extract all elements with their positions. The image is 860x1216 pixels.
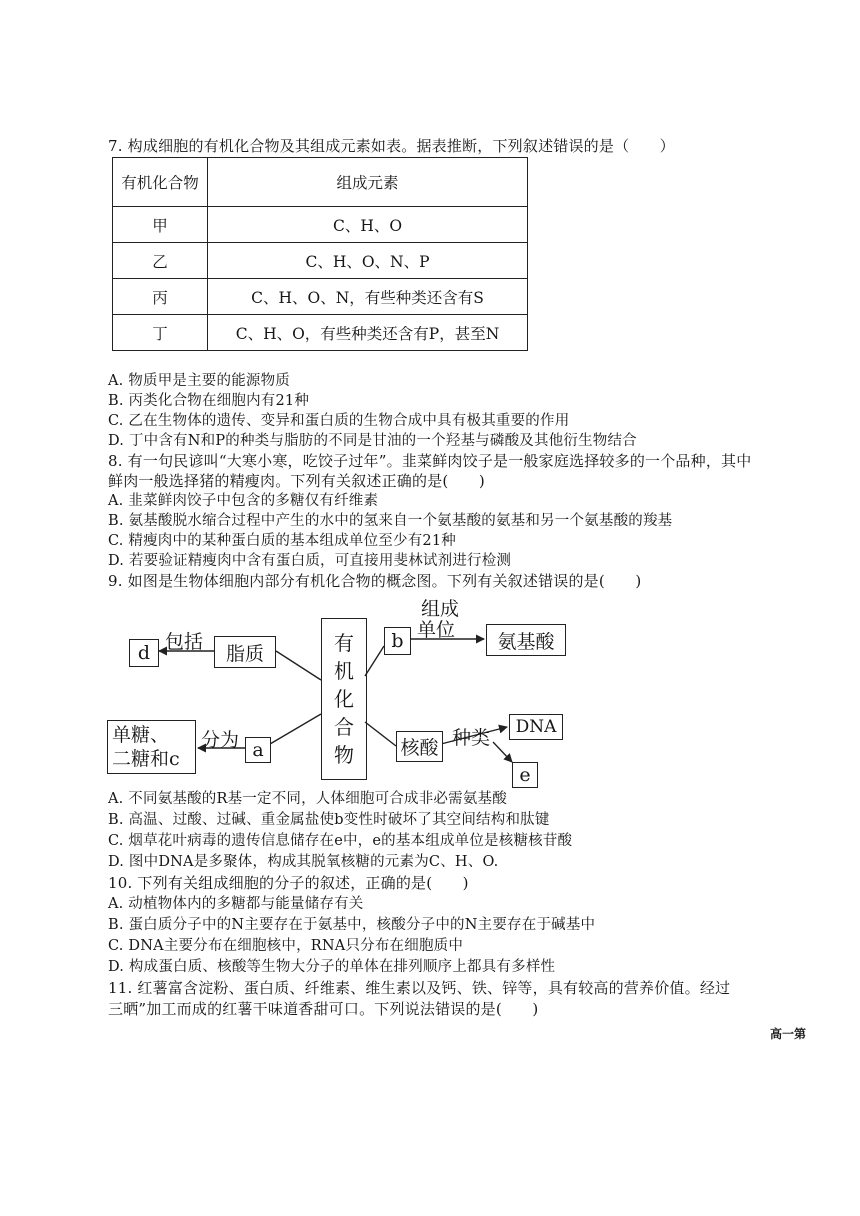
q10-stem: 10. 下列有关组成细胞的分子的叙述，正确的是( ) [108, 874, 469, 892]
q9-stem: 9. 如图是生物体细胞内部分有机化合物的概念图。下列有关叙述错误的是( ) [108, 572, 642, 590]
q8-option-c: C. 精瘦肉中的某种蛋白质的基本组成单位至少有21种 [108, 533, 456, 549]
q7-option-d: D. 丁中含有N和P的种类与脂肪的不同是甘油的一个羟基与磷酸及其他衍生物结合 [108, 433, 637, 449]
connector-center-to-b [365, 646, 384, 676]
center-char: 机 [334, 659, 354, 683]
node-nucleic-acid: 核酸 [396, 731, 443, 762]
q11-stem-line2: 三晒”加工而成的红薯干味道香甜可口。下列说法错误的是( ) [108, 1000, 539, 1018]
label-zucheng: 组成 [421, 598, 460, 620]
center-char: 有 [334, 631, 354, 655]
q8-stem-line1: 8. 有一句民谚叫“大寒小寒，吃饺子过年”。韭菜鲜肉饺子是一般家庭选择较多的一个品种，其中 [108, 452, 752, 470]
center-char: 合 [334, 715, 354, 739]
label-baokuo: 包括 [165, 631, 204, 653]
q11-stem-line1: 11. 红薯富含淀粉、蛋白质、纤维素、维生素以及钙、铁、锌等，具有较高的营养价值。经过 [108, 979, 731, 997]
q10-option-d: D. 构成蛋白质、核酸等生物大分子的单体在排列顺序上都具有多样性 [108, 959, 556, 975]
q9-option-a: A. 不同氨基酸的R基一定不同，人体细胞可合成非必需氨基酸 [108, 791, 507, 807]
node-e: e [512, 762, 538, 788]
connector-center-to-lipid [276, 651, 321, 680]
table-header: 组成元素 [208, 158, 528, 207]
q7-option-b: B. 丙类化合物在细胞内有21种 [108, 393, 310, 409]
center-char: 物 [334, 743, 354, 767]
table-cell: 乙 [113, 243, 208, 279]
q7-option-a: A. 物质甲是主要的能源物质 [108, 373, 290, 389]
connector-center-to-a [270, 714, 321, 744]
page-footer: 高一第 [770, 1027, 807, 1041]
table-cell: 甲 [113, 207, 208, 243]
table-header: 有机化合物 [113, 158, 208, 207]
q8-option-a: A. 韭菜鲜肉饺子中包含的多糖仅有纤维素 [108, 493, 379, 509]
label-danwei: 单位 [417, 619, 456, 641]
node-organic-compounds [321, 618, 367, 780]
q8-stem-line2: 鲜肉一般选择猪的精瘦肉。下列有关叙述正确的是( ) [108, 472, 485, 490]
node-lipid: 脂质 [214, 636, 276, 668]
table-cell: 丁 [113, 315, 208, 351]
label-fenwei: 分为 [201, 729, 240, 751]
table-cell: C、H、O、N、P [208, 243, 528, 279]
center-char: 化 [334, 687, 354, 711]
q10-option-a: A. 动植物体内的多糖都与能量储存有关 [108, 896, 364, 912]
q10-option-c: C. DNA主要分布在细胞核中，RNA只分布在细胞质中 [108, 938, 464, 954]
q8-option-b: B. 氨基酸脱水缩合过程中产生的水中的氢来自一个氨基酸的氨基和另一个氨基酸的羧基 [108, 513, 673, 529]
table-cell: C、H、O，有些种类还含有P，甚至N [208, 315, 528, 351]
table-cell: 丙 [113, 279, 208, 315]
node-dna: DNA [509, 714, 563, 740]
node-d: d [129, 639, 159, 667]
node-aminoacid: 氨基酸 [486, 624, 566, 656]
table-cell: C、H、O [208, 207, 528, 243]
node-a: a [245, 737, 271, 763]
q10-option-b: B. 蛋白质分子中的N主要存在于氨基中，核酸分子中的N主要存在于碱基中 [108, 917, 596, 933]
connector-nucleic-to-e [493, 742, 512, 762]
node-b: b [384, 627, 411, 655]
sugars-line2: 二糖和c [112, 748, 180, 770]
sugars-line1: 单糖、 [112, 724, 170, 746]
q9-option-c: C. 烟草花叶病毒的遗传信息储存在e中，e的基本组成单位是核糖核苷酸 [108, 833, 573, 849]
q7-option-c: C. 乙在生物体的遗传、变异和蛋白质的生物合成中具有极其重要的作用 [108, 413, 570, 429]
label-zhonglei: 种类 [452, 727, 491, 749]
q7-stem: 7. 构成细胞的有机化合物及其组成元素如表。据表推断，下列叙述错误的是（ ） [108, 137, 675, 155]
q9-option-b: B. 高温、过酸、过碱、重金属盐使b变性时破坏了其空间结构和肽键 [108, 812, 550, 828]
q8-option-d: D. 若要验证精瘦肉中含有蛋白质，可直接用斐林试剂进行检测 [108, 553, 512, 569]
connector-center-to-nucleic [365, 722, 396, 746]
table-cell: C、H、O、N，有些种类还含有S [208, 279, 528, 315]
node-sugars [107, 720, 196, 774]
q9-option-d: D. 图中DNA是多聚体，构成其脱氧核糖的元素为C、H、O. [108, 854, 499, 870]
